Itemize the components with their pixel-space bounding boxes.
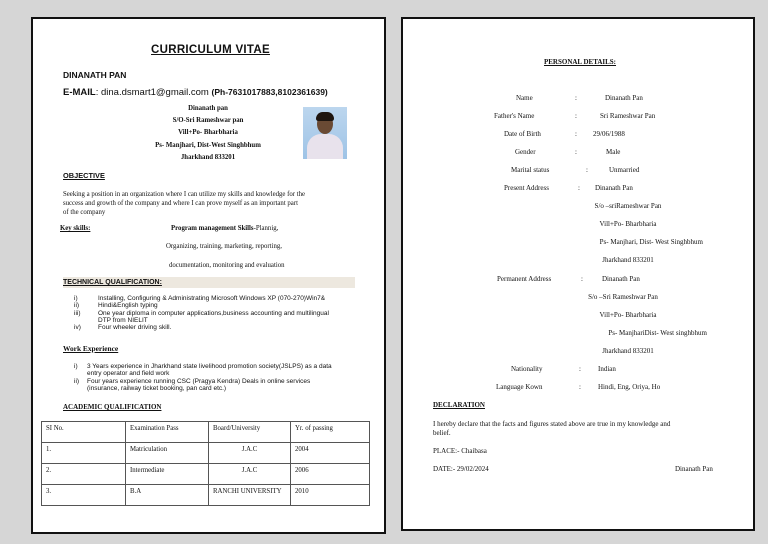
list-item: 3 Years experience in Jharkhand state livelihood promotion society(JSLPS) as a data [87,363,332,370]
table-cell: 2010 [291,485,370,506]
objective-heading: OBJECTIVE [63,171,105,180]
cv-title: CURRICULUM VITAE [151,44,270,56]
key-skills-first: -Plannig, [253,225,279,232]
key-skills-line [171,225,278,232]
table-row [42,485,370,506]
list-item: DTP from NIELIT [98,316,148,324]
address-line: S/O-Sri Rameshwar pan [172,117,244,125]
field-value: Dinanath Pan [605,94,643,102]
field-separator: : [581,275,583,283]
email-label: E-MAIL [63,87,96,98]
table-header: Examination Pass [126,422,209,443]
table-header-row [42,422,370,443]
address-line: Ps- ManjhariDist- West singhbhum [608,329,707,337]
cv-page [31,17,386,534]
field-separator: : [575,148,577,156]
objective-line: Seeking a position in an organization where I can utilize my skills and knowledge for the [63,191,306,198]
field-separator: : [579,383,581,391]
field-separator: : [575,130,577,138]
table-cell: 2. [42,464,126,485]
table-cell: 1. [42,443,126,464]
address-line: Ps- Manjhari, Dist- West Singhbhum [599,238,703,246]
field-separator: : [575,94,577,102]
field-label: Marital status [511,166,550,174]
table-row [42,443,370,464]
key-skills-line: Organizing, training, marketing, reporting, [166,243,282,250]
field-separator: : [575,112,577,120]
key-skills-title: Program management Skills [171,225,254,232]
table-header: Yr. of passing [291,422,370,443]
list-number: ii) [74,377,80,385]
table-cell: 3. [42,485,126,506]
field-label: Permanent Address [497,275,552,283]
address-block [93,103,323,164]
address-line: S/o –Sri Rameshwar Pan [588,293,658,301]
field-value: Unmarried [609,166,640,174]
address-line: Vill+Po- Bharbharia [599,311,657,319]
profile-photo [303,107,347,159]
address-line: Jharkhand 833201 [602,256,654,264]
table-row [42,464,370,485]
table-cell: J.A.C [209,464,291,485]
contact-line [63,87,328,98]
declaration-heading: DECLARATION [433,401,485,409]
address-line: Jharkhand 833201 [180,153,236,161]
list-number: ii) [74,302,80,310]
field-value: Male [606,148,621,156]
field-label: Father's Name [494,112,535,120]
academic-heading: ACADEMIC QUALIFICATION [63,403,162,411]
work-experience-heading: Work Experience [63,344,119,353]
personal-details-heading: PERSONAL DETAILS: [543,58,617,66]
address-line: Jharkhand 833201 [602,347,654,355]
table-cell: 2004 [291,443,370,464]
field-label: Date of Birth [504,130,541,138]
objective-line: success and growth of the company and where I can prove myself as an important part [63,200,298,207]
list-item: Installing, Configuring & Administrating Microsoft Windows XP (070-270)Win7& [98,295,326,302]
academic-table [41,421,370,506]
table-cell: Intermediate [126,464,209,485]
field-value: Hindi, Eng, Oriya, Ho [598,383,661,391]
field-label: Present Address [504,184,549,192]
phone-numbers: (Ph-7631017883,8102361639) [211,87,328,97]
list-item: Hindi&English typing [98,302,158,310]
list-item: One year diploma in computer applications,business accounting and multilingual [98,309,329,317]
field-value: 29/06/1988 [593,130,625,138]
objective-line: of the company [63,209,106,216]
work-list [74,363,332,392]
address-line: Dinanath Pan [595,184,633,192]
field-label: Name [516,94,533,102]
field-separator: : [579,365,581,373]
table-cell: Matriculation [126,443,209,464]
table-cell: J.A.C [209,443,291,464]
declaration-text [433,420,670,438]
table-cell: RANCHI UNIVERSITY [209,485,291,506]
table-cell: B.A [126,485,209,506]
key-skills-line: documentation, monitoring and evaluation [169,262,285,269]
place: PLACE:- Chaibasa [433,447,487,455]
address-line: Dinanath pan [188,105,228,112]
list-number: i) [74,295,78,302]
list-item: Four wheeler driving skill. [98,324,172,332]
declaration-line: belief. [433,429,451,437]
personal-details-page [401,17,755,531]
address-line: Dinanath Pan [602,275,640,283]
objective-text [63,190,305,217]
table-header: Board/University [209,422,291,443]
list-item: Four years experience running CSC (Pragya Kendra) Deals in online services [87,377,311,385]
table-header: SI No. [42,422,126,443]
technical-qualification-heading: TECHNICAL QUALIFICATION: [63,279,162,286]
field-label: Nationality [511,365,543,373]
field-separator: : [586,166,588,174]
address-line: Vill+Po- Bharbharia [599,220,657,228]
date: DATE:- 29/02/2024 [433,465,489,473]
declaration-line: I hereby declare that the facts and figures stated above are true in my knowledge and [433,420,671,428]
field-separator: : [578,184,580,192]
list-item: entry operator and field work [87,370,170,378]
table-cell: 2006 [291,464,370,485]
field-label: Gender [515,148,536,156]
applicant-name: DINANATH PAN [63,70,127,80]
email-value: : dina.dsmart1@gmail.com [95,87,209,98]
address-line: Vill+Po- Bharbharia [178,129,238,137]
list-number: iv) [74,324,81,332]
list-number: i) [74,363,78,370]
address-line: S/o –sriRameshwar Pan [594,202,662,210]
list-item: (insurance, railway ticket booking, pan card etc.) [87,384,227,392]
field-label: Language Kown [496,383,543,391]
field-value: Sri Rameshwar Pan [600,112,656,120]
list-number: iii) [74,309,81,317]
tech-list [74,295,329,331]
address-line: Ps- Manjhari, Dist-West Singhbhum [155,141,261,149]
signature-name: Dinanath Pan [675,465,713,473]
field-value: Indian [598,365,616,373]
key-skills-label: Key skills: [60,225,91,232]
